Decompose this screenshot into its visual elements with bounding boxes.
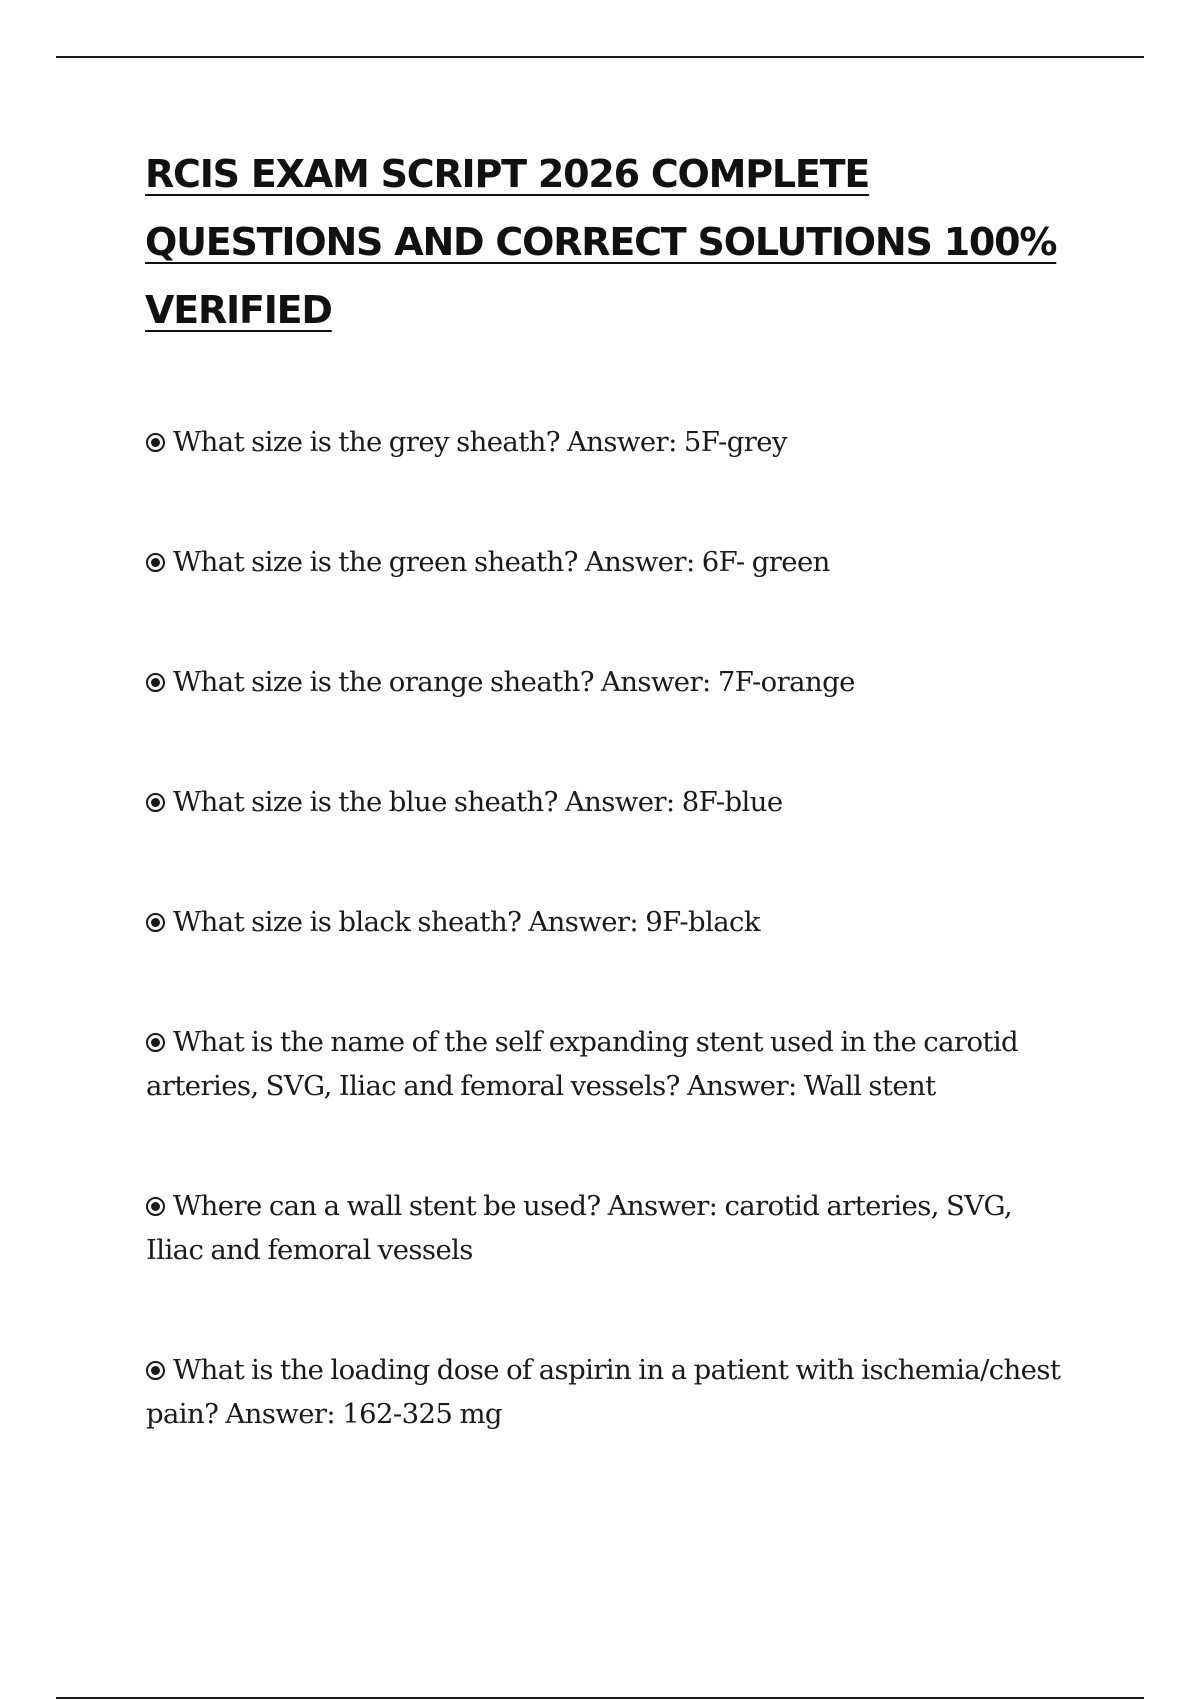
radio-bullet-icon (146, 1361, 165, 1380)
qa-text: What size is the grey sheath? Answer: 5F-grey (173, 426, 787, 458)
qa-text: What size is the orange sheath? Answer: 7F-orange (173, 666, 855, 698)
top-rule (56, 56, 1144, 58)
radio-bullet-icon (146, 793, 165, 812)
document-title: RCIS EXAM SCRIPT 2026 COMPLETE QUESTIONS AND CORRECT SOLUTIONS 100% VERIFIED (145, 152, 1057, 332)
qa-item (146, 660, 1076, 704)
qa-text: What size is black sheath? Answer: 9F-black (173, 906, 760, 938)
qa-item (146, 780, 1076, 824)
radio-bullet-icon (146, 673, 165, 692)
qa-item (146, 1348, 1076, 1436)
qa-text: Where can a wall stent be used? Answer: carotid arteries, SVG, Iliac and femoral vessels (146, 1190, 1013, 1266)
qa-text: What is the loading dose of aspirin in a patient with ischemia/chest pain? Answer: 162-325 mg (146, 1354, 1061, 1430)
qa-item (146, 1020, 1076, 1108)
qa-text: What is the name of the self expanding stent used in the carotid arteries, SVG, Iliac and femoral vessels? Answer: Wall stent (146, 1026, 1019, 1102)
bottom-rule (56, 1697, 1144, 1699)
qa-item (146, 900, 1076, 944)
radio-bullet-icon (146, 913, 165, 932)
qa-item (146, 420, 1076, 464)
qa-text: What size is the green sheath? Answer: 6F- green (173, 546, 830, 578)
radio-bullet-icon (146, 1033, 165, 1052)
qa-text: What size is the blue sheath? Answer: 8F-blue (173, 786, 783, 818)
radio-bullet-icon (146, 1197, 165, 1216)
radio-bullet-icon (146, 553, 165, 572)
qa-item (146, 540, 1076, 584)
radio-bullet-icon (146, 433, 165, 452)
qa-item (146, 1184, 1076, 1272)
